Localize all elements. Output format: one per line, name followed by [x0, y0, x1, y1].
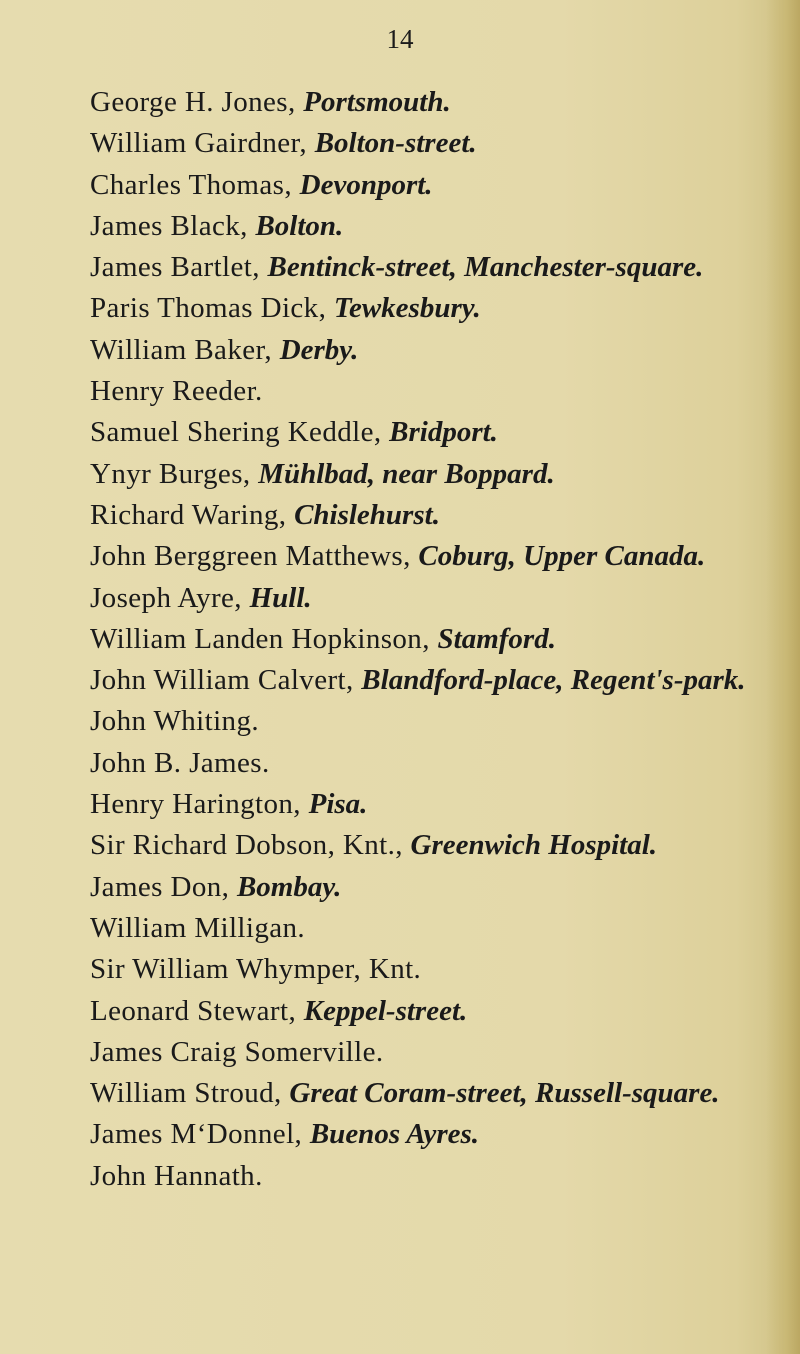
page-number: 14 [386, 24, 414, 54]
entry-name: Sir William Whymper, Knt. [90, 953, 422, 986]
list-entry [90, 867, 750, 908]
entry-name: John B. James. [90, 746, 270, 779]
entry-place: Chislehurst. [294, 498, 440, 531]
entry-name: Samuel Shering Keddle, [90, 416, 390, 449]
list-entry [90, 908, 750, 949]
entry-name: William Baker, [90, 333, 280, 366]
entry-place: Keppel-street. [303, 994, 468, 1027]
entry-name: Henry Harington, [90, 788, 309, 821]
list-entry [90, 1032, 750, 1073]
list-entry [90, 123, 750, 164]
entry-place: Great Coram-street, Russell-square. [289, 1077, 720, 1110]
entry-name: Leonard Stewart, [90, 994, 304, 1027]
entry-place: Coburg, Upper Canada. [418, 540, 706, 573]
entry-name: James Craig Somerville. [90, 1035, 384, 1068]
page-edge-shadow [766, 0, 800, 1354]
entry-place: Bombay. [236, 870, 342, 903]
entry-place: Mühlbad, near Boppard. [258, 457, 555, 490]
list-entry [90, 165, 750, 206]
entry-place: Derby. [279, 333, 359, 366]
list-entry [90, 949, 750, 990]
list-entry [90, 454, 750, 495]
entry-place: Hull. [249, 581, 312, 614]
entry-place: Stamford. [437, 622, 556, 655]
entry-name: John Berggreen Matthews, [90, 540, 419, 573]
entry-name: William Stroud, [90, 1077, 290, 1110]
entry-name: Joseph Ayre, [90, 581, 250, 614]
entry-name: William Landen Hopkinson, [90, 622, 438, 655]
list-entry [90, 991, 750, 1032]
entry-name: Paris Thomas Dick, [90, 292, 334, 325]
entry-place: Bridport. [389, 416, 498, 449]
entry-name: John William Calvert, [90, 664, 362, 697]
entry-name: George H. Jones, [90, 86, 304, 118]
entry-name: Charles Thomas, [90, 168, 300, 201]
list-entry [90, 784, 750, 825]
entry-name: James M‘Donnel, [90, 1118, 310, 1151]
entry-name: John Hannath. [90, 1159, 263, 1192]
list-entry [90, 495, 750, 536]
entry-place: Bolton-street. [314, 127, 477, 160]
list-entry [90, 247, 750, 288]
list-entry [90, 1114, 750, 1155]
list-entry [90, 412, 750, 453]
entry-name: Sir Richard Dobson, Knt., [90, 829, 411, 862]
entry-place: Pisa. [308, 788, 368, 821]
entry-place: Bolton. [255, 209, 344, 242]
subscriber-list [90, 82, 750, 1197]
list-entry [90, 206, 750, 247]
list-entry [90, 701, 750, 742]
entry-place: Greenwich Hospital. [410, 829, 658, 862]
list-entry [90, 371, 750, 412]
list-entry [90, 288, 750, 329]
list-entry [90, 1073, 750, 1114]
list-entry [90, 536, 750, 577]
list-entry [90, 578, 750, 619]
list-entry [90, 1156, 750, 1197]
entry-place: Buenos Ayres. [309, 1118, 480, 1151]
entry-name: William Milligan. [90, 911, 306, 944]
entry-place: Blandford-place, Regent's-park. [361, 664, 746, 697]
entry-name: James Don, [90, 870, 237, 903]
list-entry [90, 82, 750, 123]
entry-name: James Black, [90, 209, 256, 242]
list-entry [90, 743, 750, 784]
list-entry [90, 825, 750, 866]
entry-name: Richard Waring, [90, 498, 295, 531]
entry-name: John Whiting. [90, 705, 260, 738]
entry-place: Portsmouth. [303, 86, 451, 118]
entry-place: Devonport. [299, 168, 433, 201]
entry-name: William Gairdner, [90, 127, 315, 160]
entry-place: Tewkesbury. [333, 292, 481, 325]
list-entry [90, 660, 750, 701]
list-entry [90, 330, 750, 371]
list-entry [90, 619, 750, 660]
entry-name: Ynyr Burges, [90, 457, 259, 490]
entry-place: Bentinck-street, Manchester-square. [267, 251, 704, 284]
entry-name: James Bartlet, [90, 251, 268, 284]
entry-name: Henry Reeder. [90, 375, 263, 408]
